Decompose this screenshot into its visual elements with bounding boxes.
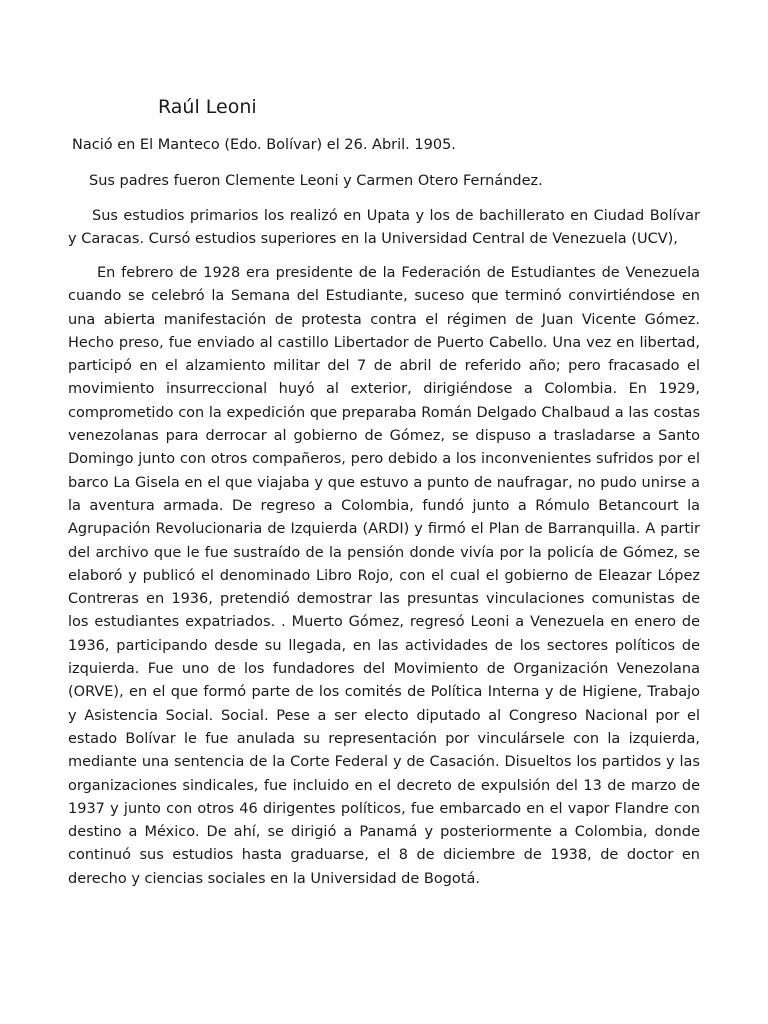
paragraph-biography: En febrero de 1928 era presidente de la Federación de Estudiantes de Venezuela cuando se celebró la Semana del Estudiante, suceso que terminó convirtiéndose en una abierta manifestación de protesta contra el régimen de Juan Vicente Gómez. Hecho preso, fue enviado al castillo Libertador de Puerto Cabello. Una vez en libertad, participó en el alzamiento militar del 7 de abril de referido año; pero fracasado el movimiento insurreccional huyó al exterior, dirigiéndose a Colombia. En 1929, comprometido con la expedición que preparaba Román Delgado Chalbaud a las costas venezolanas para derrocar al gobierno de Gómez, se dispuso a trasladarse a Santo Domingo junto con otros compañeros, pero debido a los inconvenientes sufridos por el barco La Gisela en el que viajaba y que estuvo a punto de naufragar, no pudo unirse a la aventura armada. De regreso a Colombia, fundó junto a Rómulo Betancourt la Agrupación Revolucionaria de Izquierda (ARDI) y firmó el Plan de Barranquilla. A partir del archivo que le fue sustraído de la pensión donde vivía por la policía de Gómez, se elaboró y publicó el denominado Libro Rojo, con el cual el gobierno de Eleazar López Contreras en 1936, pretendió demostrar las presuntas vinculaciones comunistas de los estudiantes expatriados. . Muerto Gómez, regresó Leoni a Venezuela en enero de 1936, participando desde su llegada, en las actividades de los sectores políticos de izquierda. Fue uno de los fundadores del Movimiento de Organización Venezolana (ORVE), en el que formó parte de los comités de Política Interna y de Higiene, Trabajo y Asistencia Social. Social. Pese a ser electo diputado al Congreso Nacional por el estado Bolívar le fue anulada su representación por vinculársele con la izquierda, mediante una sentencia de la Corte Federal y de Casación. Disueltos los partidos y las organizaciones sindicales, fue incluido en el decreto de expulsión del 13 de marzo de 1937 y junto con otros 46 dirigentes políticos, fue embarcado en el vapor Flandre con destino a México. De ahí, se dirigió a Panamá y posteriormente a Colombia, donde continuó sus estudios hasta graduarse, el 8 de diciembre de 1938, de doctor en derecho y ciencias sociales en la Universidad de Bogotá.: [68, 265, 700, 887]
paragraph-studies: Sus estudios primarios los realizó en Upata y los de bachillerato en Ciudad Bolívar y Caracas. Cursó estudios superiores en la Universidad Central de Venezuela (UCV),: [68, 208, 700, 247]
paragraph-parents: Sus padres fueron Clemente Leoni y Carmen Otero Fernández.: [89, 173, 543, 189]
paragraph-birth: Nació en El Manteco (Edo. Bolívar) el 26. Abril. 1905.: [72, 137, 456, 153]
document-title: Raúl Leoni: [158, 96, 257, 118]
